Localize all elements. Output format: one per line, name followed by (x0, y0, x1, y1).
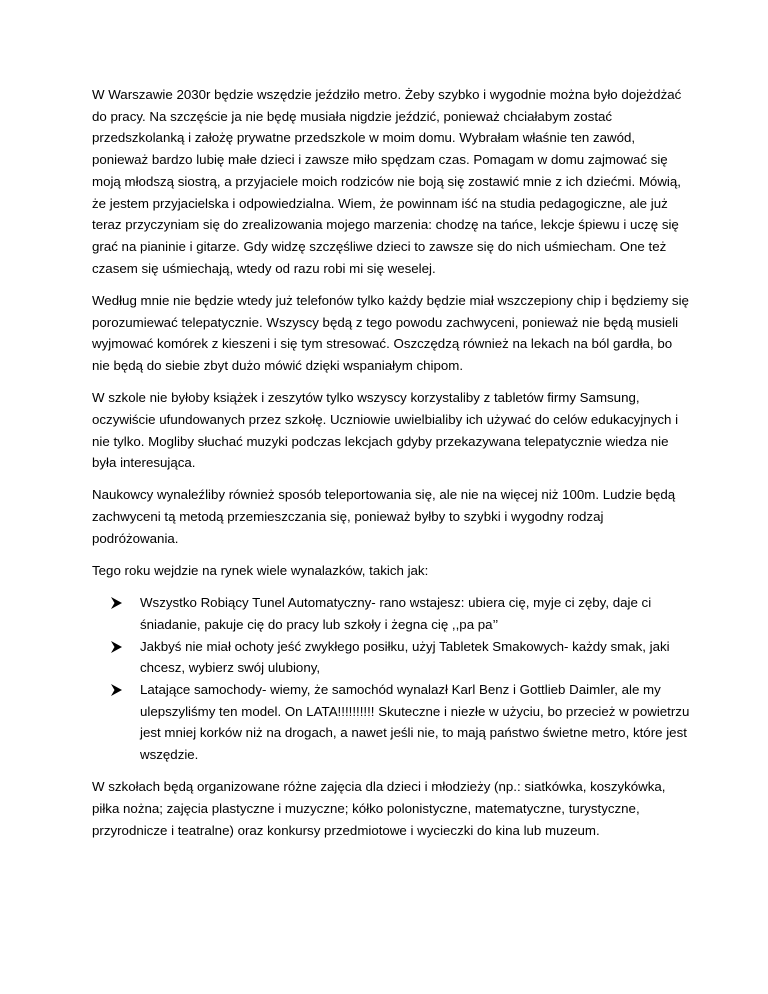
paragraph-metro: W Warszawie 2030r będzie wszędzie jeździło metro. Żeby szybko i wygodnie można było dojeżdżać do pracy. Na szczęście ja nie będę musiała nigdzie jeździć, ponieważ chciałabym zostać przedszkolanką i założę prywatne przedszkole w moim domu. Wybrałam właśnie ten zawód, ponieważ bardzo lubię małe dzieci i zawsze miło spędzam czas. Pomagam w domu zajmować się moją młodszą siostrą, a przyjaciele moich rodziców nie boją się zostawić mnie z ich dziećmi. Mówią, że jestem przyjacielska i odpowiedzialna. Wiem, że powinnam iść na studia pedagogiczne, ale już teraz przyczyniam się do zrealizowania mojego marzenia: chodzę na tańce, lekcje śpiewu i uczę się grać na pianinie i gitarze. Gdy widzę szczęśliwe dzieci to zawsze się do nich uśmiecham. One też czasem się uśmiechają, wtedy od razu robi mi się weselej. (92, 87, 682, 276)
paragraph-teleportation: Naukowcy wynaleźliby również sposób teleportowania się, ale nie na więcej niż 100m. Ludzie będą zachwyceni tą metodą przemieszczania się, ponieważ byłby to szybki i wygodny rodzaj podróżowania. (92, 487, 676, 546)
paragraph-activities: W szkołach będą organizowane różne zajęcia dla dzieci i młodzieży (np.: siatkówka, koszykówka, piłka nożna; zajęcia plastyczne i muzyczne; kółko polonistyczne, matematyczne, turystyczne, przyrodnicze i teatralne) oraz konkursy przedmiotowe i wycieczki do kina lub muzeum. (92, 779, 666, 838)
paragraph-inventions-intro: Tego roku wejdzie na rynek wiele wynalazków, takich jak: (92, 563, 429, 579)
list-item (111, 592, 692, 635)
arrowhead-bullet-icon (111, 636, 125, 658)
list-item (111, 679, 692, 766)
list-item (111, 636, 692, 679)
arrowhead-bullet-icon (111, 592, 125, 614)
list-item-text: Wszystko Robiący Tunel Automatyczny- rano wstajesz: ubiera cię, myje ci zęby, daje ci śniadanie, pakuje cię do pracy lub szkoły i żegna cię ,,pa pa’’ (140, 595, 652, 632)
list-item-text: Latające samochody- wiemy, że samochód wynalazł Karl Benz i Gottlieb Daimler, ale my ulepszyliśmy ten model. On LATA!!!!!!!!!! Skuteczne i niezłe w użyciu, bo przecież w powietrzu jest mniej korków niż na drogach, a nawet jeśli nie, to mają państwo świetne metro, które jest wszędzie. (140, 682, 690, 763)
arrowhead-bullet-icon (111, 679, 125, 701)
paragraph-school-tablets: W szkole nie byłoby książek i zeszytów tylko wszyscy korzystaliby z tabletów firmy Samsung, oczywiście ufundowanych przez szkołę. Uczniowie uwielbialiby ich używać do celów edukacyjnych i nie tylko. Mogliby słuchać muzyki podczas lekcjach gdyby przekazywana telepatycznie wiedza nie była interesująca. (92, 390, 679, 471)
paragraph-telepathy: Według mnie nie będzie wtedy już telefonów tylko każdy będzie miał wszczepiony chip i będziemy się porozumiewać telepatycznie. Wszyscy będą z tego powodu zachwyceni, ponieważ nie będą musieli wyjmować komórek z kieszeni i się tym stresować. Oszczędzą również na lekach na ból gardła, bo nie będą do siebie zbyt dużo mówić dzięki wspaniałym chipom. (92, 292, 689, 373)
inventions-list (92, 592, 692, 766)
document-page (92, 84, 692, 852)
list-item-text: Jakbyś nie miał ochoty jeść zwykłego posiłku, użyj Tabletek Smakowych- każdy smak, jaki chcesz, wybierz swój ulubiony, (140, 638, 670, 676)
